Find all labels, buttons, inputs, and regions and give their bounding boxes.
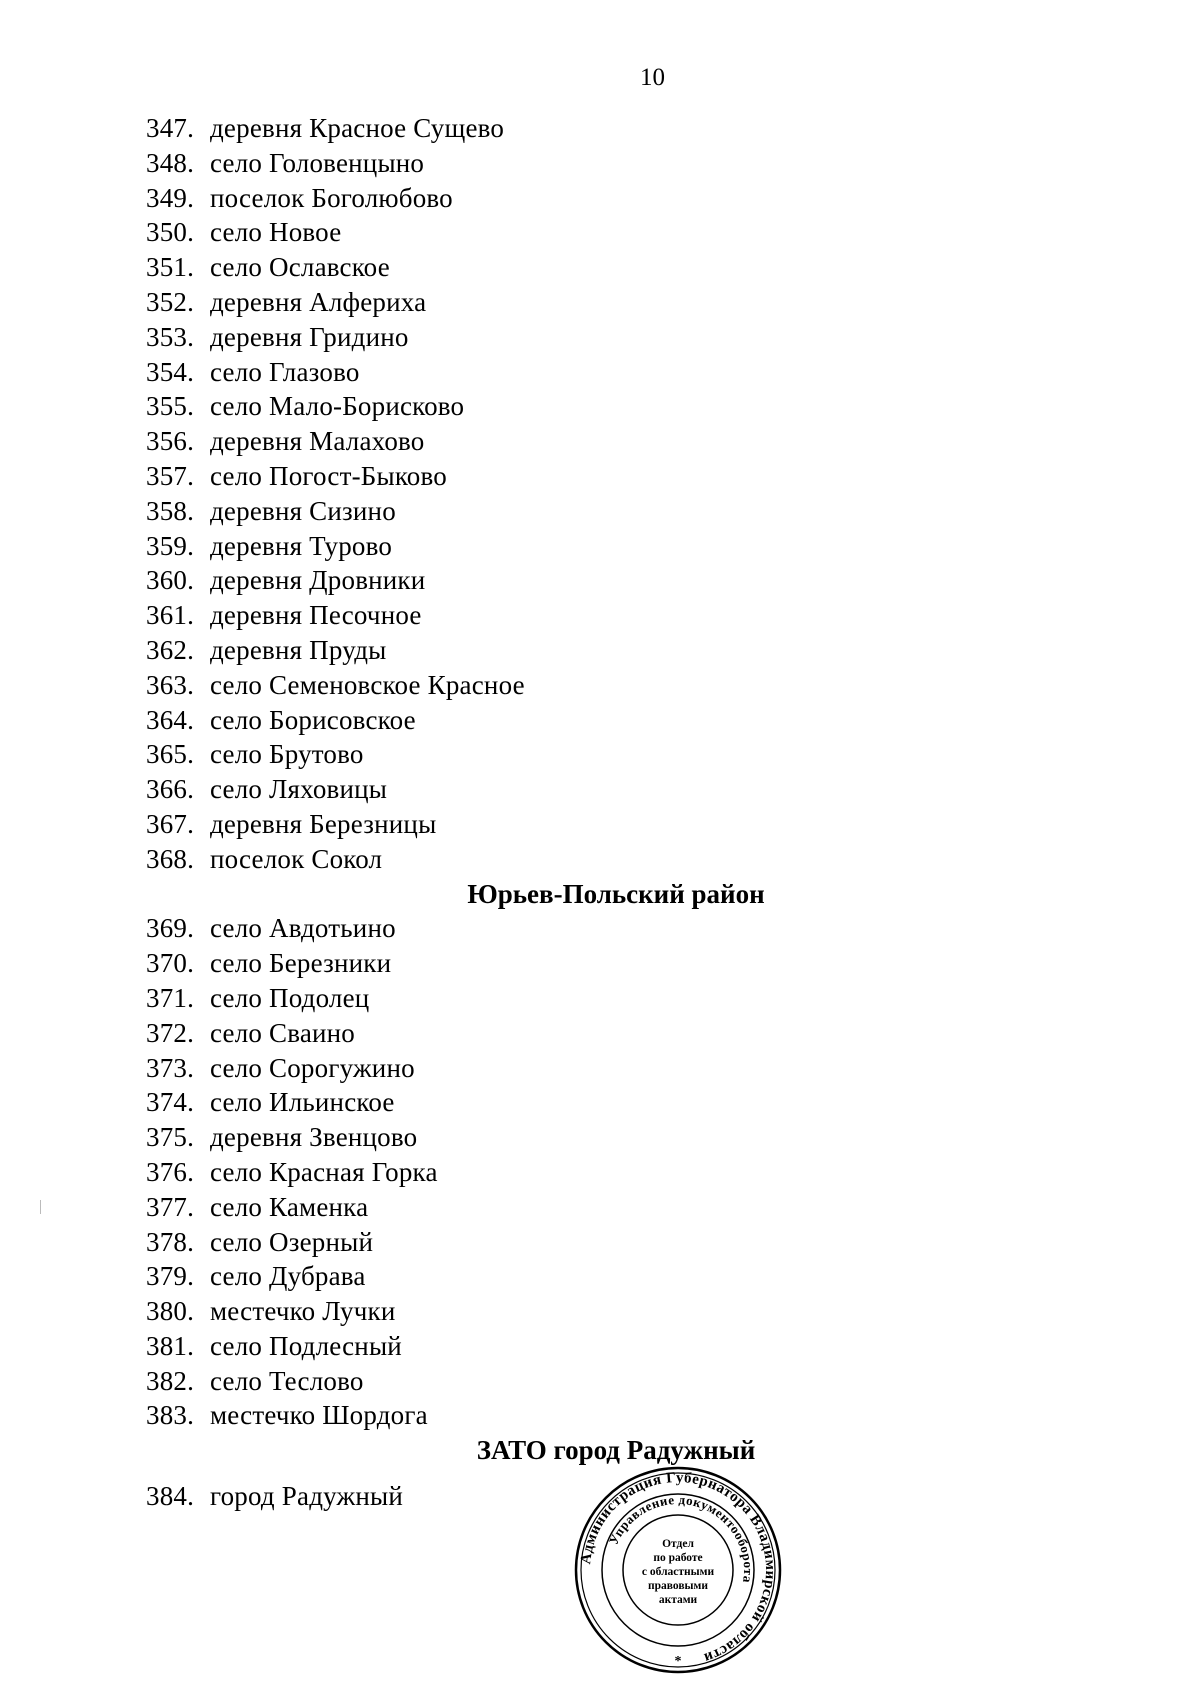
- item-number: 361.: [146, 600, 195, 631]
- item-number: 367.: [146, 808, 195, 839]
- list-item: [146, 215, 846, 250]
- list-item: [146, 1190, 846, 1225]
- settlement-name: село Подолец: [210, 982, 370, 1013]
- settlement-name: деревня Звенцово: [210, 1122, 418, 1153]
- item-number: 376.: [146, 1156, 195, 1187]
- stamp-center-line: по работе: [653, 1552, 703, 1564]
- settlement-name: деревня Турово: [210, 530, 393, 561]
- settlement-name: село Березники: [210, 948, 392, 979]
- settlement-name: деревня Алфериха: [210, 286, 427, 317]
- item-number: 347.: [146, 113, 195, 143]
- list-item: [146, 1120, 846, 1155]
- settlement-name: село Мало-Борисково: [210, 391, 465, 422]
- item-number: 362.: [146, 634, 195, 665]
- district-heading-yuryev-polsky: Юрьев-Польский район: [467, 878, 765, 909]
- settlement-name: село Борисовское: [210, 704, 416, 735]
- list-item: [146, 1364, 846, 1399]
- settlement-name: село Семеновское Красное: [210, 669, 525, 700]
- item-number: 379.: [146, 1261, 195, 1292]
- settlement-name: поселок Боголюбово: [210, 182, 453, 213]
- list-item: [146, 181, 846, 216]
- list-item: [146, 946, 846, 981]
- item-number: 350.: [146, 217, 195, 248]
- list-item: [146, 1085, 846, 1120]
- list-item: [146, 1225, 846, 1260]
- settlement-name: город Радужный: [210, 1481, 403, 1512]
- stamp-center-line: Отдел: [662, 1538, 694, 1550]
- item-number: 380.: [146, 1296, 195, 1327]
- item-number: 356.: [146, 426, 195, 457]
- item-number: 375.: [146, 1122, 195, 1153]
- settlements-list: [146, 111, 846, 1514]
- item-number: 359.: [146, 530, 195, 561]
- list-item: [146, 320, 846, 355]
- item-number: 358.: [146, 495, 195, 526]
- list-item: [146, 633, 846, 668]
- item-number: 360.: [146, 565, 195, 596]
- item-number: 349.: [146, 182, 195, 213]
- item-number: 377.: [146, 1191, 195, 1222]
- list-item: [146, 668, 846, 703]
- settlement-name: село Брутово: [210, 739, 364, 770]
- settlement-name: село Авдотьино: [210, 913, 396, 944]
- list-item: [146, 703, 846, 738]
- settlement-name: село Головенцыно: [210, 147, 425, 178]
- list-item: [146, 981, 846, 1016]
- settlement-name: село Глазово: [210, 356, 360, 387]
- stamp-center-line: правовыми: [647, 1580, 709, 1592]
- list-item: [146, 598, 846, 633]
- item-number: 348.: [146, 147, 195, 178]
- settlement-name: село Ильинское: [210, 1087, 395, 1118]
- official-seal-stamp: [573, 1465, 783, 1675]
- item-number: 371.: [146, 982, 195, 1013]
- section-list: [146, 111, 846, 877]
- item-number: 369.: [146, 913, 195, 944]
- item-number: 366.: [146, 774, 195, 805]
- settlement-name: село Красная Горка: [210, 1156, 438, 1187]
- settlement-name: село Озерный: [210, 1226, 374, 1257]
- stamp-center-line: с областными: [641, 1566, 715, 1578]
- settlement-name: село Ляховицы: [210, 774, 388, 805]
- settlement-name: село Сваино: [210, 1017, 356, 1048]
- item-number: 354.: [146, 356, 195, 387]
- item-number: 363.: [146, 669, 195, 700]
- item-number: 373.: [146, 1052, 195, 1083]
- settlement-name: деревня Красное Сущево: [210, 113, 505, 143]
- list-item: [146, 807, 846, 842]
- item-number: 351.: [146, 252, 195, 283]
- list-item: [146, 737, 846, 772]
- stamp-outer-text: Администрация Губернатора Владимирской области: [578, 1469, 779, 1666]
- item-number: 374.: [146, 1087, 195, 1118]
- list-item: [146, 529, 846, 564]
- list-item: [146, 1051, 846, 1086]
- settlement-name: село Новое: [210, 217, 342, 248]
- stamp-center-line: актами: [658, 1594, 698, 1606]
- list-item: [146, 285, 846, 320]
- list-item: [146, 146, 846, 181]
- settlement-name: село Теслово: [210, 1365, 364, 1396]
- settlement-name: деревня Песочное: [210, 600, 422, 631]
- settlement-name: деревня Пруды: [210, 634, 387, 665]
- item-number: 384.: [146, 1481, 195, 1512]
- settlement-name: местечко Шордога: [210, 1400, 428, 1431]
- settlement-name: местечко Лучки: [210, 1296, 396, 1327]
- item-number: 355.: [146, 391, 195, 422]
- item-number: 352.: [146, 286, 195, 317]
- item-number: 357.: [146, 460, 195, 491]
- item-number: 364.: [146, 704, 195, 735]
- settlement-name: деревня Сизино: [210, 495, 396, 526]
- stamp-inner-text: Управление документооборота: [605, 1491, 757, 1585]
- list-item: [146, 424, 846, 459]
- list-item: [146, 1294, 846, 1329]
- settlement-name: поселок Сокол: [210, 843, 383, 874]
- list-item: [146, 250, 846, 285]
- settlement-name: село Дубрава: [210, 1261, 366, 1292]
- list-item: [146, 111, 846, 146]
- stamp-star: *: [674, 1654, 682, 1669]
- settlement-name: деревня Березницы: [210, 808, 437, 839]
- list-item: [146, 1259, 846, 1294]
- settlement-name: село Ославское: [210, 252, 390, 283]
- item-number: 353.: [146, 321, 195, 352]
- item-number: 382.: [146, 1365, 195, 1396]
- item-number: 383.: [146, 1400, 195, 1431]
- settlement-name: село Подлесный: [210, 1330, 402, 1361]
- list-item: [146, 1016, 846, 1051]
- settlement-name: деревня Гридино: [210, 321, 409, 352]
- section-list: [146, 911, 846, 1433]
- list-item: [146, 459, 846, 494]
- list-item: [146, 355, 846, 390]
- settlement-name: деревня Дровники: [210, 565, 426, 596]
- list-item: [146, 842, 846, 877]
- item-number: 378.: [146, 1226, 195, 1257]
- list-item: [146, 1398, 846, 1433]
- list-item: [146, 1155, 846, 1190]
- settlement-name: село Каменка: [210, 1191, 369, 1222]
- item-number: 370.: [146, 948, 195, 979]
- page-number: 10: [640, 64, 665, 91]
- district-heading-zato-raduzhny: ЗАТО город Радужный: [476, 1435, 756, 1466]
- item-number: 365.: [146, 739, 195, 770]
- item-number: 368.: [146, 843, 195, 874]
- list-item: [146, 389, 846, 424]
- list-item: [146, 911, 846, 946]
- list-item: [146, 494, 846, 529]
- list-item: [146, 772, 846, 807]
- list-item: [146, 563, 846, 598]
- scan-margin-mark: [40, 1200, 41, 1214]
- item-number: 381.: [146, 1330, 195, 1361]
- list-item: [146, 1329, 846, 1364]
- settlement-name: деревня Малахово: [210, 426, 425, 457]
- settlement-name: село Погост-Быково: [210, 460, 447, 491]
- item-number: 372.: [146, 1017, 195, 1048]
- settlement-name: село Сорогужино: [210, 1052, 415, 1083]
